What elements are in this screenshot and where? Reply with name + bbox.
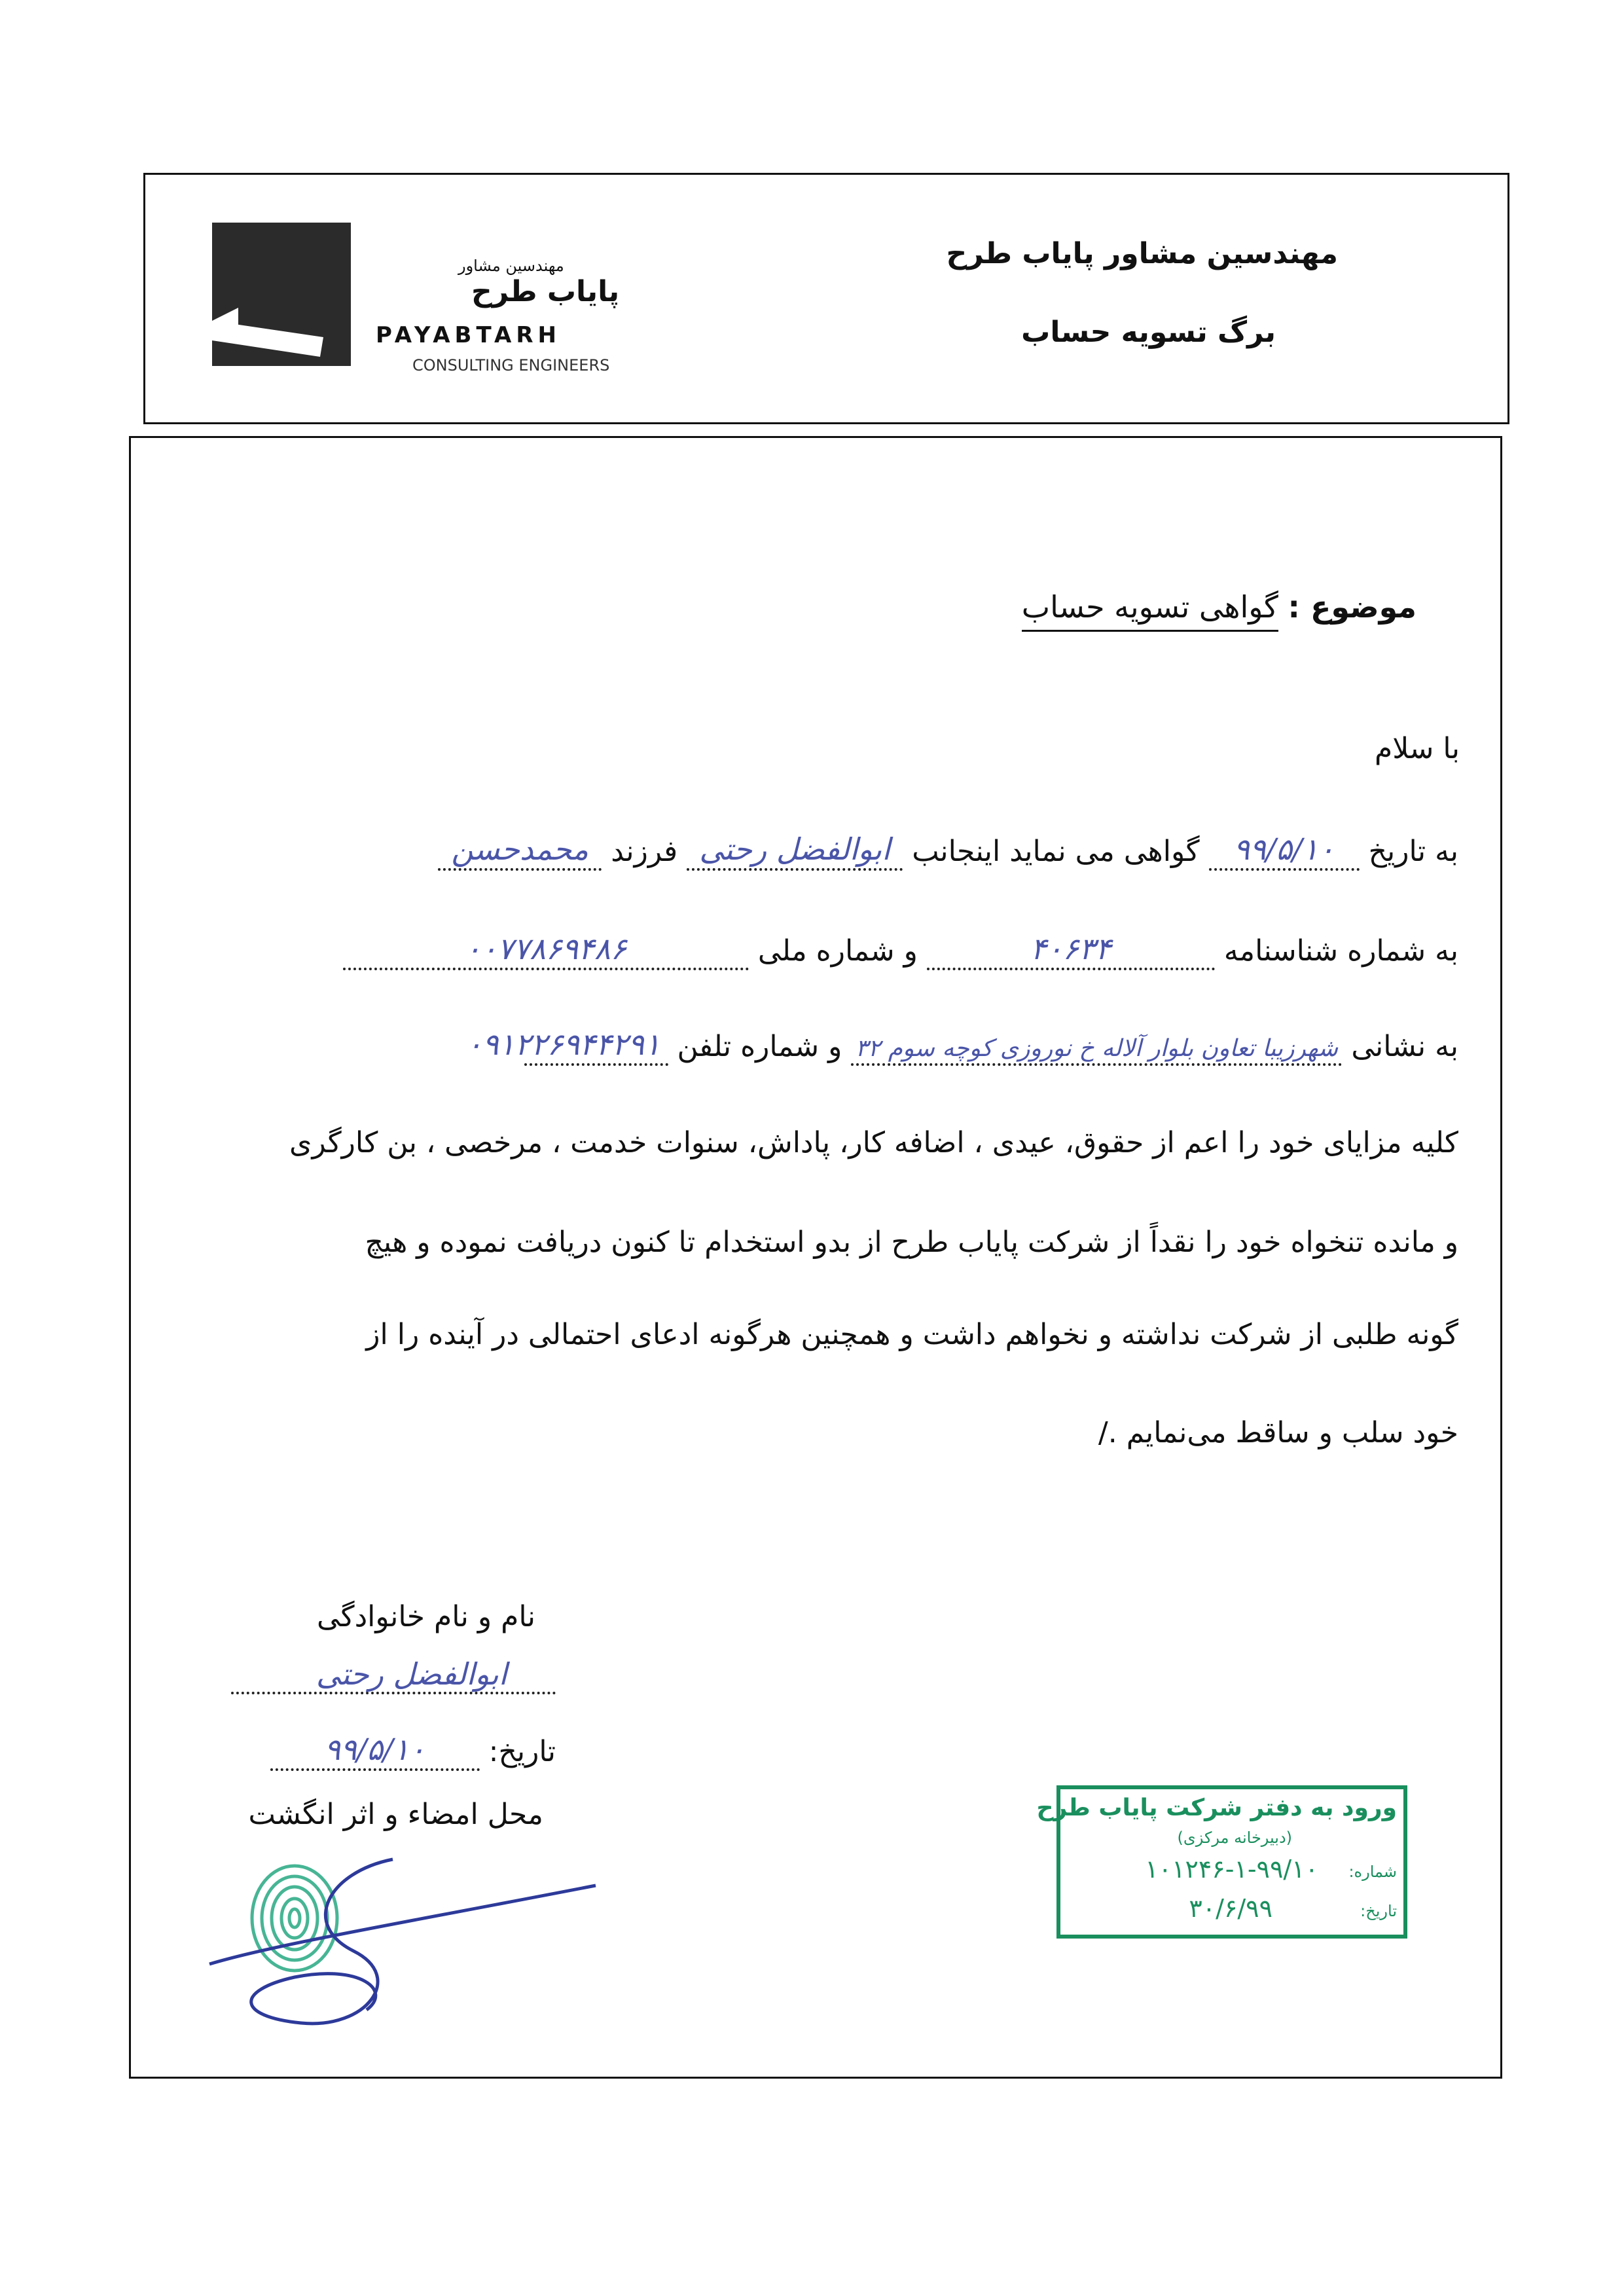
stamp-title: ورود به دفتر شرکت پایاب طرح: [1036, 1795, 1397, 1821]
national-id-field[interactable]: [343, 931, 749, 970]
subject-label: موضوع :: [1288, 589, 1416, 625]
logo-fa-small: مهندسین مشاور: [458, 257, 564, 275]
form-line-1: [438, 831, 1458, 871]
address-label: به نشانی: [1351, 1030, 1458, 1063]
form-line-3: [466, 1027, 1458, 1066]
paragraph-line-1: کلیه مزایای خود را اعم از حقوق، عیدی ، اضافه کار، پاداش، سنوات خدمت ، مرخصی ، بن کارگری: [289, 1126, 1458, 1159]
stamp-date-value: ۳۰/۶/۹۹: [1189, 1894, 1272, 1923]
form-line-2: [343, 931, 1458, 970]
signature-date-line: [270, 1732, 556, 1771]
logo-fa-name: پایاب طرح: [471, 275, 620, 308]
form-title: برگ تسویه حساب: [1021, 316, 1276, 349]
name-field[interactable]: [687, 831, 903, 871]
paragraph-line-4: خود سلب و ساقط می‌نمایم ./: [1098, 1416, 1458, 1449]
subject-value: گواهی تسویه حساب: [1022, 589, 1278, 632]
signature-date-label: تاریخ:: [488, 1735, 556, 1768]
stamp-number-value: ۱۰۱۲۴۶-۱-۹۹/۱۰: [1145, 1855, 1318, 1884]
national-id-label: و شماره ملی: [757, 934, 918, 968]
id-value: ۴۰۶۳۴: [1030, 931, 1111, 966]
logo-mark-icon: [212, 223, 351, 366]
greeting: با سلام: [1374, 732, 1460, 765]
name-value: ابوالفضل رحتی: [699, 831, 891, 867]
signature-and-fingerprint: [196, 1846, 615, 2043]
signature-date-value: ۹۹/۵/۱۰: [324, 1732, 425, 1767]
address-value: شهرزیبا تعاون بلوار آلاله خ نوروزی کوچه سوم ۳۲: [855, 1035, 1339, 1062]
signature-name-field[interactable]: [231, 1656, 556, 1694]
certify-text: گواهی می نماید اینجانب: [912, 835, 1200, 868]
phone-field[interactable]: [466, 1027, 668, 1066]
date-field[interactable]: [1209, 831, 1360, 871]
address-field[interactable]: [851, 1030, 1342, 1066]
subject: [1022, 589, 1416, 625]
date-value: ۹۹/۵/۱۰: [1233, 831, 1335, 867]
stamp-subtitle: (دبیرخانه مرکزی): [1177, 1829, 1292, 1847]
logo-en-name: PAYABTARH: [376, 322, 561, 348]
father-field[interactable]: [438, 831, 602, 871]
paragraph-line-3: گونه طلبی از شرکت نداشته و نخواهم داشت و همچنین هرگونه ادعای احتمالی در آینده را از: [366, 1318, 1458, 1351]
signature-name-value: ابوالفضل رحتی: [316, 1656, 507, 1692]
signature-date-field[interactable]: [270, 1732, 480, 1771]
logo-en-sub: CONSULTING ENGINEERS: [412, 356, 610, 374]
receipt-stamp: [1036, 1785, 1407, 1939]
company-logo: [212, 223, 351, 366]
id-label: به شماره شناسنامه: [1223, 934, 1458, 968]
national-id-value: ۰۰۷۷۸۶۹۴۸۶: [465, 931, 627, 966]
name-label: نام و نام خانوادگی: [316, 1600, 535, 1633]
paragraph-line-2: و مانده تنخواه خود را نقداً از شرکت پایاب طرح از بدو استخدام تا کنون دریافت نموده و هیچ: [365, 1226, 1458, 1259]
stamp-date-label: تاریخ:: [1360, 1902, 1397, 1920]
phone-label: و شماره تلفن: [677, 1030, 842, 1063]
id-field[interactable]: [927, 931, 1215, 970]
father-value: محمدحسن: [451, 831, 589, 867]
child-of-label: فرزند: [611, 835, 678, 868]
phone-value: ۰۹۱۲۲۶۹۴۴۲۹۱: [466, 1027, 660, 1062]
sign-place-label: محل امضاء و اثر انگشت: [248, 1798, 543, 1831]
date-label: به تاریخ: [1368, 835, 1458, 868]
stamp-number-label: شماره:: [1348, 1863, 1397, 1881]
company-title: مهندسین مشاور پایاب طرح: [946, 237, 1338, 270]
